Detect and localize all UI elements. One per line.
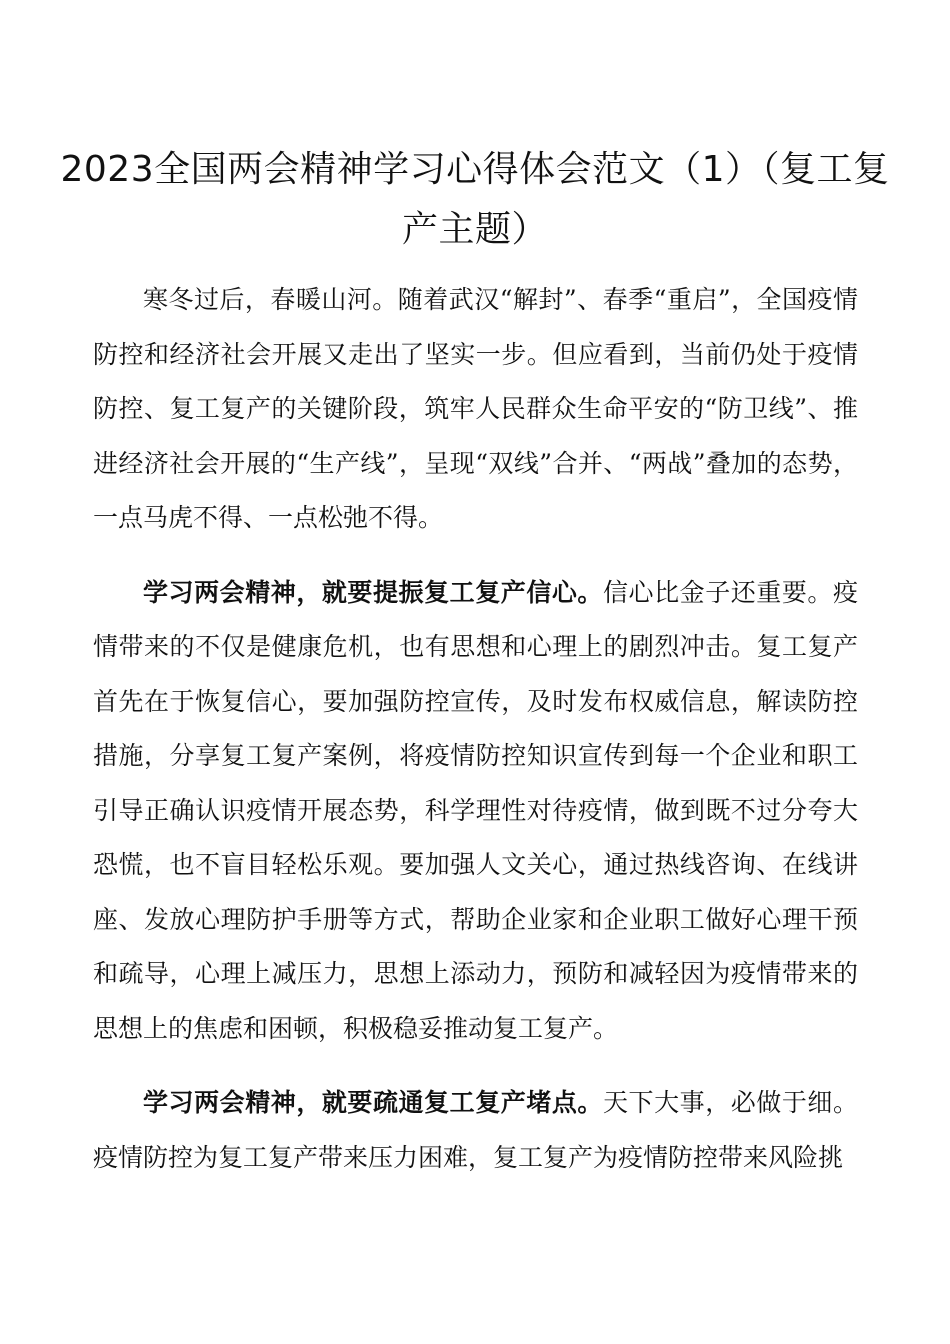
paragraph-intro xyxy=(93,273,858,546)
paragraph-text: 寒冬过后，春暖山河。随着武汉“解封”、春季“重启”，全国疫情防控和经济社会开展又走出了坚实一步。但应看到，当前仍处于疫情防控、复工复产的关键阶段，筑牢人民群众生命平安的“防卫线”、推进经济社会开展的“生产线”，呈现“双线”合并、“两战”叠加的态势，一点马虎不得、一点松弛不得。 xyxy=(93,285,858,532)
paragraph-text: 信心比金子还重要。疫情带来的不仅是健康危机，也有思想和心理上的剧烈冲击。复工复产首先在于恢复信心，要加强防控宣传，及时发布权威信息，解读防控措施，分享复工复产案例，将疫情防控知识宣传到每一个企业和职工引导正确认识疫情开展态势，科学理性对待疫情，做到既不过分夸大恐慌，也不盲目轻松乐观。要加强人文关心，通过热线咨询、在线讲座、发放心理防护手册等方式，帮助企业家和企业职工做好心理干预和疏导，心理上减压力，思想上添动力，预防和减轻因为疫情带来的思想上的焦虑和困顿，积极稳妥推动复工复产。 xyxy=(93,577,858,1043)
paragraph-lead: 学习两会精神，就要疏通复工复产堵点。 xyxy=(143,1088,603,1117)
document-body xyxy=(93,273,858,1205)
paragraph-confidence xyxy=(93,566,858,1057)
document-title: 2023全国两会精神学习心得体会范文（1）（复工复产主题） xyxy=(60,149,890,250)
paragraph-lead: 学习两会精神，就要提振复工复产信心。 xyxy=(143,577,603,607)
paragraph-text: 天下大事，必做于细。疫情防控为复工复产带来压力困难，复工复产为疫情防控带来风险挑 xyxy=(93,1088,858,1172)
paragraph-bottlenecks xyxy=(93,1076,858,1185)
